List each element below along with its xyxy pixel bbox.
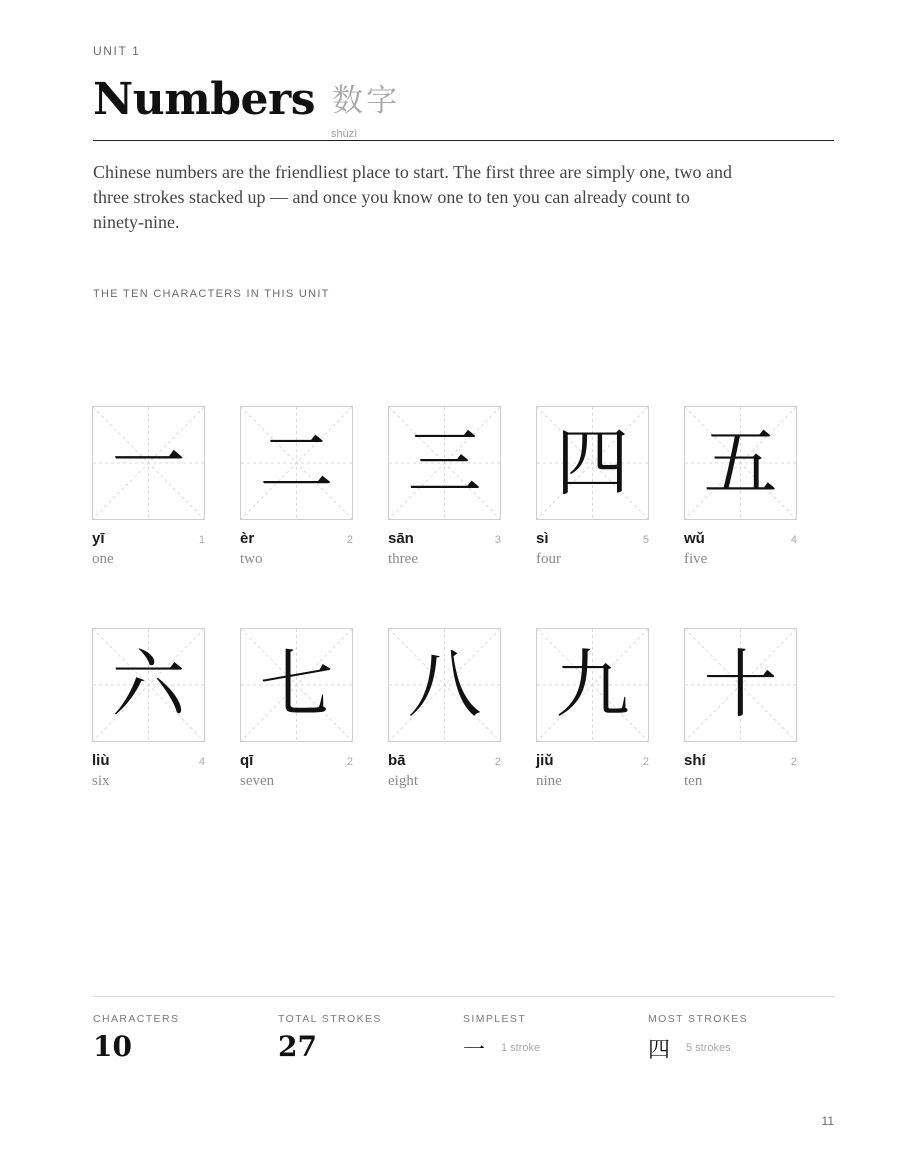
character-glyph: 三 [407, 420, 482, 506]
stat-detail: 5 strokes [686, 1042, 731, 1054]
page-title: Numbers [93, 74, 315, 125]
character-pinyin: sān [388, 530, 414, 547]
stat-character: 一 [463, 1038, 486, 1063]
character-meta [240, 752, 353, 774]
character-glyph: 二 [259, 420, 334, 506]
character-grid-box [388, 628, 501, 742]
character-meta [240, 530, 353, 552]
character-meaning: one [92, 551, 114, 567]
character-glyph: 六 [111, 642, 186, 728]
character-stroke-count: 4 [790, 534, 797, 546]
character-card-one [92, 406, 205, 568]
intro-paragraph: Chinese numbers are the friendliest place to start. The first three are simply one, two and three strokes stacked up — and once you know one to ten you can already count to ninety-nine. [93, 162, 732, 232]
footer-divider [93, 996, 834, 997]
character-card-eight [388, 628, 501, 790]
character-pinyin: yī [92, 530, 105, 547]
character-pinyin: bā [388, 752, 406, 769]
character-card-six [92, 628, 205, 790]
stat-char-row [648, 1033, 748, 1063]
character-meta [684, 530, 797, 552]
character-stroke-count: 3 [494, 534, 501, 546]
character-glyph: 八 [407, 642, 482, 728]
character-meta [92, 530, 205, 552]
character-meaning: seven [240, 773, 275, 789]
character-glyph: 一 [111, 420, 186, 506]
character-glyph: 五 [703, 420, 778, 506]
character-meaning: five [684, 551, 708, 567]
character-grid-box [92, 406, 205, 520]
stat-label: TOTAL STROKES [278, 1013, 382, 1025]
page-number: 11 [821, 1114, 834, 1128]
character-grid-box [240, 628, 353, 742]
character-stroke-count: 2 [346, 756, 353, 768]
character-meta [684, 752, 797, 774]
character-pinyin: shí [684, 752, 706, 769]
character-meaning: eight [388, 773, 418, 789]
stat-label: CHARACTERS [93, 1013, 180, 1025]
character-card-seven [240, 628, 353, 790]
stat-value: 27 [278, 1030, 317, 1063]
stat-char-row [463, 1033, 541, 1063]
character-card-two [240, 406, 353, 568]
stat-character: 四 [648, 1038, 671, 1063]
character-stroke-count: 2 [494, 756, 501, 768]
character-card-nine [536, 628, 649, 790]
character-pinyin: qī [240, 752, 254, 769]
stat-most-strokes [648, 1013, 748, 1063]
stat-value: 10 [93, 1030, 132, 1063]
character-grid-box [388, 406, 501, 520]
character-grid-box [684, 628, 797, 742]
character-stroke-count: 1 [198, 534, 205, 546]
stat-label: SIMPLEST [463, 1013, 527, 1025]
character-pinyin: wǔ [684, 530, 705, 547]
unit-label: UNIT 1 [93, 44, 141, 58]
character-grid-box [684, 406, 797, 520]
character-grid-box [92, 628, 205, 742]
title-hanzi: 数字 [332, 83, 400, 119]
stat-total-strokes [278, 1013, 382, 1064]
character-grid-box [536, 628, 649, 742]
stat-characters [93, 1013, 179, 1064]
character-grid-box [240, 406, 353, 520]
character-card-three [388, 406, 501, 568]
character-pinyin: èr [240, 530, 255, 547]
stat-simplest [463, 1013, 541, 1063]
character-meaning: six [92, 773, 110, 789]
title-pinyin: shùzì [331, 128, 358, 140]
character-pinyin: liù [92, 752, 110, 769]
character-meaning: nine [536, 773, 562, 789]
character-stroke-count: 4 [198, 756, 205, 768]
stat-detail: 1 stroke [501, 1042, 541, 1054]
character-meta [536, 530, 649, 552]
character-card-four [536, 406, 649, 568]
character-meaning: ten [684, 773, 703, 789]
character-card-five [684, 406, 797, 568]
stat-label: MOST STROKES [648, 1013, 749, 1025]
character-glyph: 四 [555, 420, 630, 506]
character-meta [388, 530, 501, 552]
character-meta [92, 752, 205, 774]
character-pinyin: sì [536, 530, 549, 547]
character-meta [388, 752, 501, 774]
character-stroke-count: 5 [642, 534, 649, 546]
character-meaning: four [536, 551, 561, 567]
character-stroke-count: 2 [790, 756, 797, 768]
character-pinyin: jiǔ [536, 752, 554, 769]
character-meta [536, 752, 649, 774]
title-row [93, 70, 834, 141]
character-stroke-count: 2 [642, 756, 649, 768]
character-glyph: 七 [259, 642, 334, 728]
character-meaning: three [388, 551, 418, 567]
character-stroke-count: 2 [346, 534, 353, 546]
character-glyph: 十 [703, 642, 778, 728]
character-glyph: 九 [555, 642, 630, 728]
character-grid-box [536, 406, 649, 520]
section-label: THE TEN CHARACTERS IN THIS UNIT [93, 288, 330, 300]
character-card-ten [684, 628, 797, 790]
character-meaning: two [240, 551, 263, 567]
